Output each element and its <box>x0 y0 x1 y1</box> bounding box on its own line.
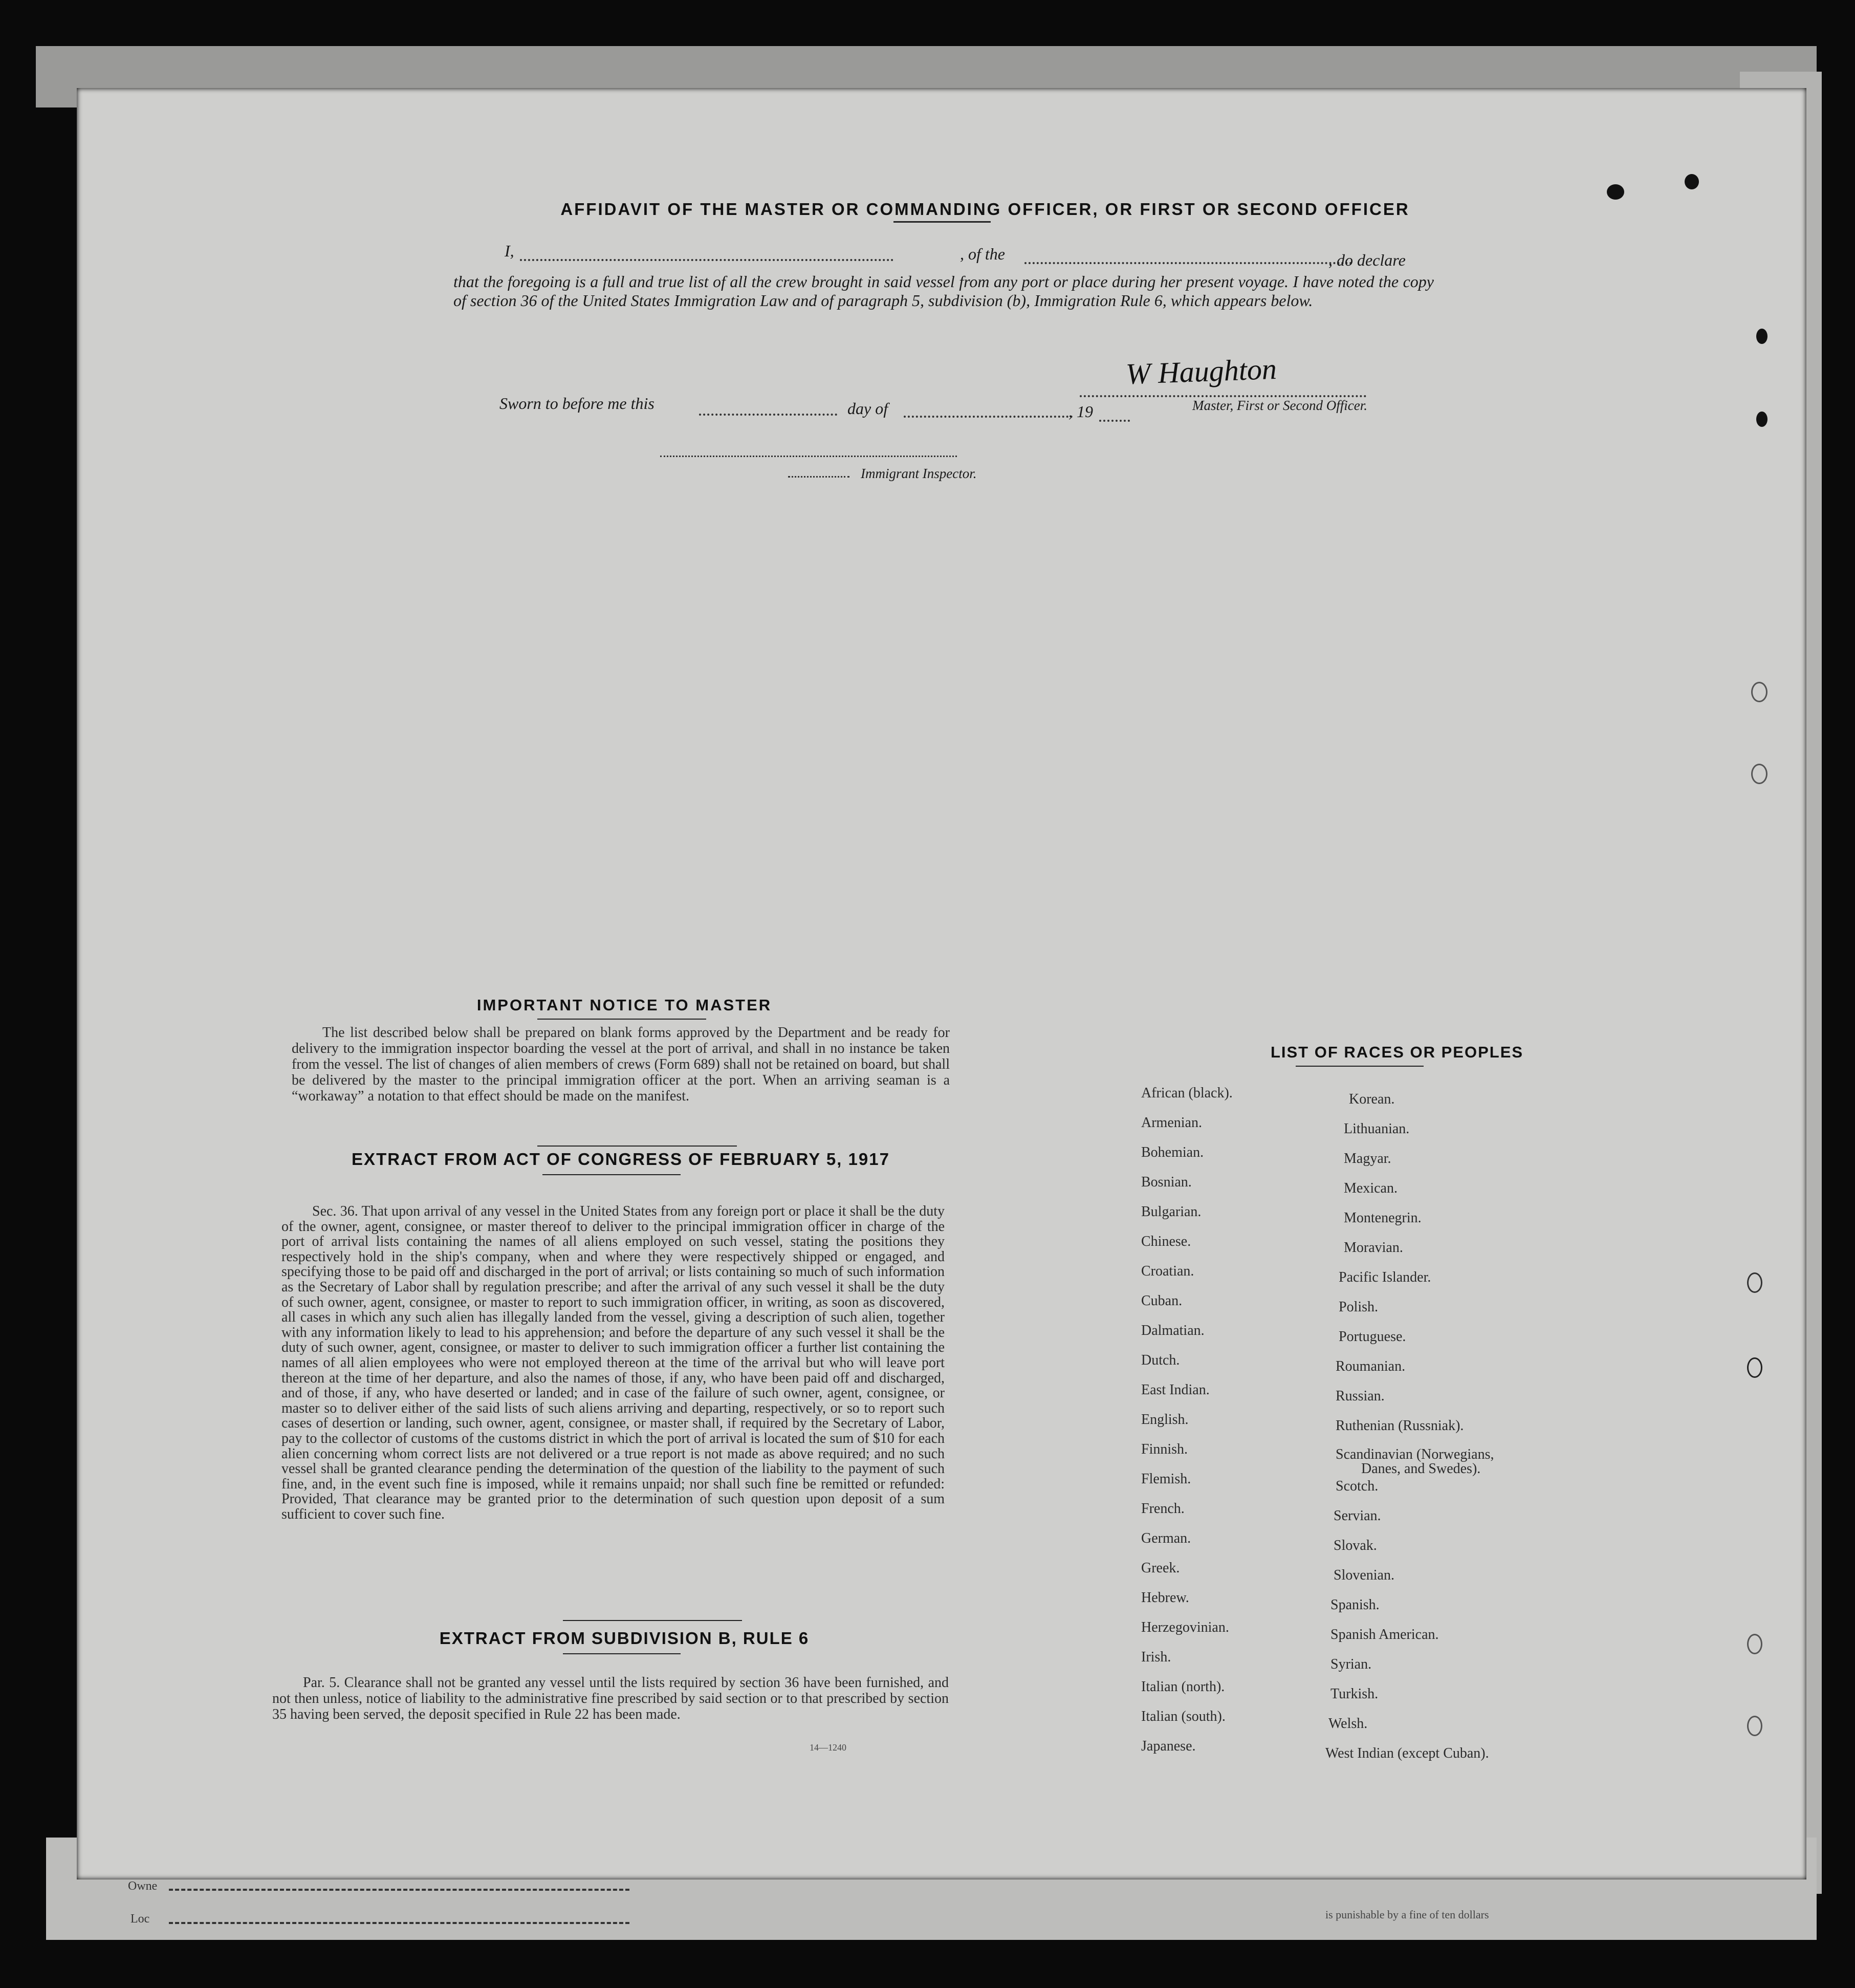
race-right-item: Scandinavian (Norwegians, <box>1336 1446 1494 1462</box>
race-right-item: Polish. <box>1339 1299 1379 1315</box>
affidavit-sheet <box>77 88 1806 1879</box>
race-right-item: Scotch. <box>1336 1478 1379 1494</box>
notice-title: IMPORTANT NOTICE TO MASTER <box>476 996 772 1014</box>
affidavit-do-declare: , do declare <box>1328 251 1406 269</box>
affidavit-i-label: I, <box>505 242 514 260</box>
notice-paragraph: The list described below shall be prepared on blank forms approved by the Department and be ready for delivery to the immigration inspector boarding the vessel at the port of arrival, and shall in no instance be taken from the vessel. The list of changes of alien members of crews (Form 689) shall not be retained on board, but shall be delivered by the master to the principal immigration officer at the port. When an arriving seaman is a “workaway” a notation to that effect should be made on the manifest. <box>292 1025 950 1104</box>
punch-hole-outline <box>1747 1634 1762 1654</box>
race-left-item: Hebrew. <box>1141 1590 1189 1606</box>
bottom-owner-dots <box>169 1889 629 1891</box>
race-right-item: Servian. <box>1334 1508 1381 1524</box>
race-right-item: Spanish. <box>1330 1597 1380 1613</box>
rule-title: EXTRACT FROM SUBDIVISION B, RULE 6 <box>439 1629 810 1648</box>
affidavit-declaration: that the foregoing is a full and true list of all the crew brought in said vessel from any port or place during her present voyage. I have noted the copy of section 36 of the United States Immigration Law and of paragraph 5, subdivision (b), Immigration Rule 6, which appears below. <box>453 272 1434 310</box>
bottom-loc-label: Loc <box>130 1912 150 1926</box>
punch-hole <box>1685 174 1699 189</box>
race-left-item: Bulgarian. <box>1141 1204 1202 1220</box>
race-left-item: Finnish. <box>1141 1441 1188 1457</box>
race-left-item: Dutch. <box>1141 1352 1180 1368</box>
races-title-rule <box>1296 1066 1424 1067</box>
race-left-item: Italian (south). <box>1141 1709 1226 1724</box>
sworn-month-field <box>904 416 1073 418</box>
race-right-item: Moravian. <box>1344 1240 1403 1256</box>
sworn-year: , 19 <box>1068 402 1093 421</box>
race-left-item: Croatian. <box>1141 1263 1194 1279</box>
notice-title-rule <box>537 1019 706 1020</box>
punch-hole-outline <box>1747 1357 1762 1378</box>
race-right-item: Danes, and Swedes). <box>1361 1461 1481 1477</box>
bottom-punish-text: is punishable by a fine of ten dollars <box>1325 1908 1489 1921</box>
race-left-item: African (black). <box>1141 1085 1233 1101</box>
inspector-caption-leader <box>788 476 849 478</box>
race-right-item: Montenegrin. <box>1344 1210 1422 1226</box>
affidavit-of-the: , of the <box>960 245 1005 263</box>
race-left-item: Cuban. <box>1141 1293 1183 1309</box>
inspector-signature-line <box>660 456 957 457</box>
affidavit-signature: W Haughton <box>1125 352 1277 391</box>
punch-hole <box>1756 412 1767 427</box>
race-left-item: Japanese. <box>1141 1738 1196 1754</box>
punch-hole-outline <box>1751 682 1767 702</box>
sworn-day-of: day of <box>847 399 888 418</box>
act-paragraph: Sec. 36. That upon arrival of any vessel in the United States from any foreign port or place it shall be the duty of the owner, agent, consignee, or master thereof to deliver to the principal immigration officer in charge of the port of arrival lists containing the names of all aliens employed on such vessel, stating the positions they respectively hold in the ship's company, when and where they were respectively shipped or engaged, and specifying those to be paid off and discharged in the port of arrival; or lists containing so much of such information as the Secretary of Labor shall by regulation prescribe; and after the arrival of any such vessel it shall be the duty of such owner, agent, consignee, or master to report to such immigration officer, in writing, as soon as discovered, all cases in which any such alien has illegally landed from the vessel, giving a description of such alien, together with any information likely to lead to his apprehension; and before the departure of any such vessel it shall be the duty of such owner, agent, consignee, or master to deliver to such immigration officer a further list containing the names of all alien employees who were not employed thereon at the time of the arrival but who will leave port thereon at the time of her departure, and also the names of those, if any, who have been paid off and discharged, and of those, if any, who have deserted or landed; and in case of the failure of such owner, agent, consignee, or master so to deliver either of the said lists of such aliens arriving and departing, respectively, or so to report such cases of desertion or landing, such owner, agent, consignee, or master shall, if required by the Secretary of Labor, pay to the collector of customs of the customs district in which the port of arrival is located the sum of $10 for each alien concerning whom correct lists are not delivered or a true report is not made as above required; and no such vessel shall be granted clearance pending the determination of the question of the liability to the payment of such fine, and, in the event such fine is imposed, while it remains unpaid; nor shall such fine be remitted or refunded: Provided, That clearance may be granted prior to the determination of such question upon deposit of a sum sufficient to cover such fine. <box>281 1203 945 1522</box>
form-number: 14—1240 <box>810 1742 846 1753</box>
race-left-item: German. <box>1141 1530 1191 1546</box>
race-left-item: Flemish. <box>1141 1471 1191 1487</box>
race-right-item: West Indian (except Cuban). <box>1325 1745 1489 1761</box>
race-left-item: Bohemian. <box>1141 1144 1204 1160</box>
race-right-item: Slovak. <box>1334 1538 1377 1553</box>
race-left-item: English. <box>1141 1412 1189 1428</box>
race-right-item: Magyar. <box>1344 1151 1391 1166</box>
signature-line <box>1080 395 1366 397</box>
race-right-item: Korean. <box>1349 1091 1395 1107</box>
bottom-loc-dots <box>169 1922 629 1924</box>
race-left-item: Irish. <box>1141 1649 1171 1665</box>
race-right-item: Syrian. <box>1330 1656 1372 1672</box>
affidavit-title: AFFIDAVIT OF THE MASTER OR COMMANDING OFFICER, OR FIRST OR SECOND OFFICER <box>560 200 1410 219</box>
race-right-item: Portuguese. <box>1339 1329 1406 1345</box>
race-left-item: Armenian. <box>1141 1115 1202 1131</box>
races-title: LIST OF RACES OR PEOPLES <box>1270 1043 1524 1061</box>
sworn-label: Sworn to before me this <box>499 394 654 413</box>
race-right-item: Mexican. <box>1344 1180 1398 1196</box>
race-right-item: Welsh. <box>1328 1716 1368 1732</box>
sworn-year-field <box>1099 420 1130 422</box>
act-title-rule <box>542 1174 681 1175</box>
punch-hole-outline <box>1747 1716 1762 1736</box>
race-right-item: Spanish American. <box>1330 1627 1439 1643</box>
race-right-item: Russian. <box>1336 1388 1385 1404</box>
race-right-item: Roumanian. <box>1336 1358 1406 1374</box>
race-left-item: East Indian. <box>1141 1382 1210 1398</box>
race-left-item: Bosnian. <box>1141 1174 1192 1190</box>
rule-title-rule <box>563 1653 681 1654</box>
punch-hole-outline <box>1747 1272 1762 1293</box>
act-text <box>281 1204 945 1522</box>
race-right-item: Turkish. <box>1330 1686 1379 1702</box>
race-left-item: French. <box>1141 1501 1185 1517</box>
race-left-item: Chinese. <box>1141 1234 1191 1249</box>
race-left-item: Italian (north). <box>1141 1679 1225 1695</box>
affidavit-name-field <box>520 259 893 261</box>
affidavit-title-rule <box>893 221 991 223</box>
rule-text <box>272 1675 949 1722</box>
punch-hole <box>1607 184 1624 200</box>
race-right-item: Ruthenian (Russniak). <box>1336 1418 1464 1434</box>
signature-caption: Master, First or Second Officer. <box>1192 398 1367 413</box>
affidavit-vessel-field <box>1024 262 1352 264</box>
inspector-caption: Immigrant Inspector. <box>861 466 977 481</box>
notice-text <box>292 1025 950 1104</box>
race-left-item: Herzegovinian. <box>1141 1619 1229 1635</box>
sworn-day-field <box>699 414 837 416</box>
notice-end-rule <box>537 1146 737 1147</box>
race-right-item: Lithuanian. <box>1344 1121 1410 1137</box>
race-left-item: Dalmatian. <box>1141 1323 1205 1338</box>
race-left-item: Greek. <box>1141 1560 1180 1576</box>
bottom-owner-label: Owne <box>128 1879 158 1893</box>
act-title: EXTRACT FROM ACT OF CONGRESS OF FEBRUARY 5, 1917 <box>352 1150 890 1169</box>
race-right-item: Slovenian. <box>1334 1567 1394 1583</box>
punch-hole-outline <box>1751 764 1767 784</box>
punch-hole <box>1756 329 1767 344</box>
rule-paragraph: Par. 5. Clearance shall not be granted any vessel until the lists required by section 36 have been furnished, and not then unless, notice of liability to the administrative fine prescribed by said section or to that prescribed by section 35 having been served, the deposit specified in Rule 22 has been made. <box>272 1675 949 1722</box>
race-right-item: Pacific Islander. <box>1339 1269 1431 1285</box>
act-end-rule <box>563 1620 742 1621</box>
